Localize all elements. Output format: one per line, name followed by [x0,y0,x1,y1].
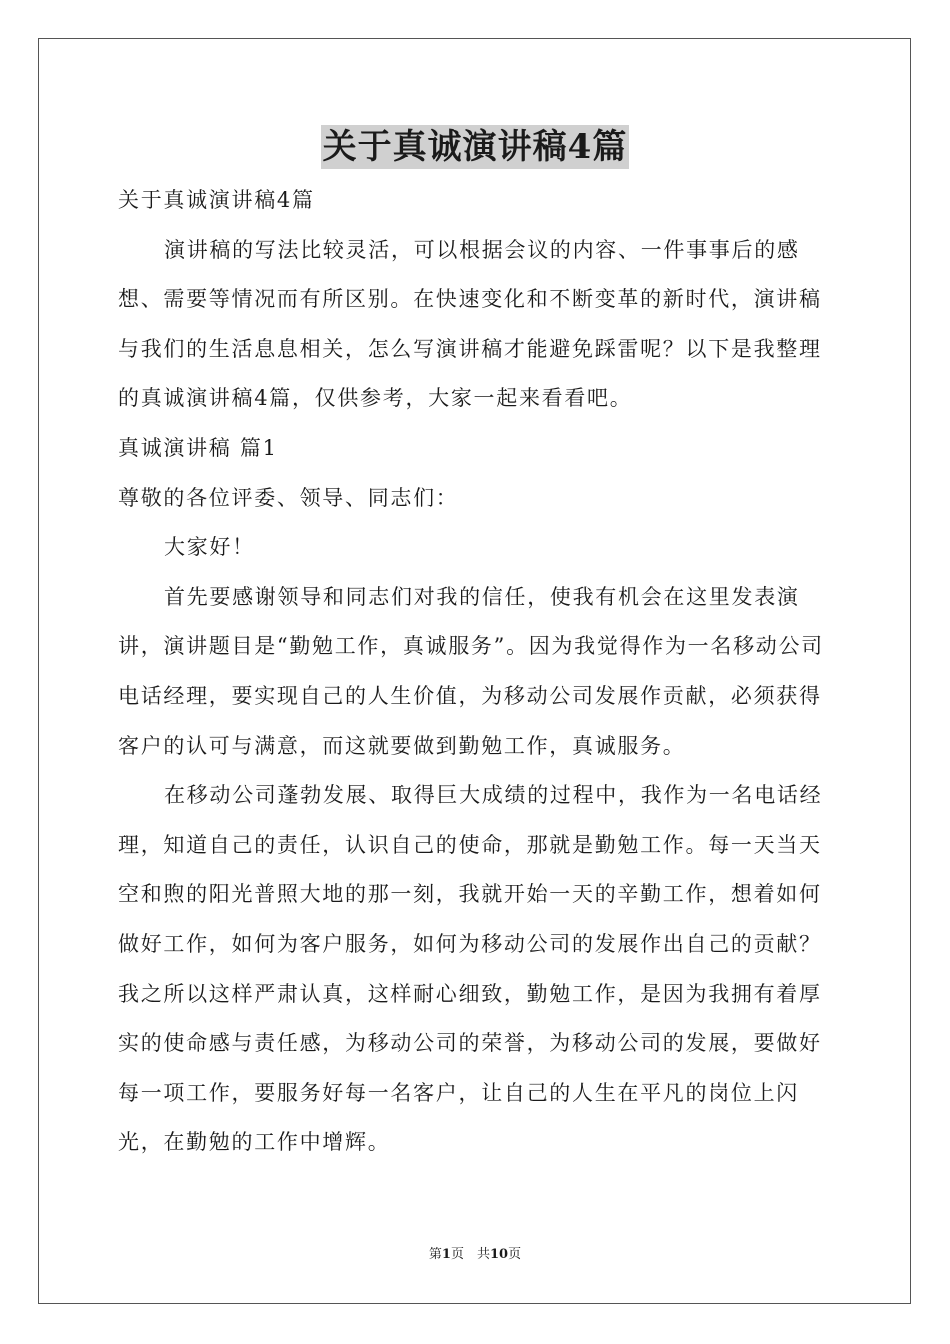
footer-suffix: 页 [508,1247,522,1262]
section-heading: 真诚演讲稿 篇1 [118,435,278,460]
paragraph: 演讲稿的写法比较灵活，可以根据会议的内容、一件事事后的感想、需要等情况而有所区别。在快速变化和不断变革的新时代，演讲稿与我们的生活息息相关，怎么写演讲稿才能避免踩雷呢？以下是我整理的真诚演讲稿4篇，仅供参考，大家一起来看看吧。 [118,237,822,411]
footer-prefix: 第 [428,1247,442,1262]
footer-middle: 页 共 [450,1247,490,1262]
document-title: 关于真诚演讲稿4篇 [322,127,628,167]
page-footer [0,1246,950,1264]
footer-page-number: 1 [441,1247,451,1262]
paragraph: 关于真诚演讲稿4篇 [118,188,315,212]
title-wrap [0,125,950,169]
footer-total-pages: 10 [489,1247,509,1262]
greeting: 大家好！ [164,535,255,560]
paragraph: 首先要感谢领导和同志们对我的信任，使我有机会在这里发表演讲，演讲题目是“勤勉工作，真诚服务”。因为我觉得作为一名移动公司电话经理，要实现自己的人生价值，为移动公司发展作贡献，必须获得客户的认可与满意，而这就要做到勤勉工作，真诚服务。 [118,584,824,758]
document-body [118,176,838,1168]
paragraph: 在移动公司蓬勃发展、取得巨大成绩的过程中，我作为一名电话经理，知道自己的责任，认识自己的使命，那就是勤勉工作。每一天当天空和煦的阳光普照大地的那一刻，我就开始一天的辛勤工作，想着如何做好工作，如何为客户服务，如何为移动公司的发展作出自己的贡献？我之所以这样严肃认真，这样耐心细致，勤勉工作，是因为我拥有着厚实的使命感与责任感，为移动公司的荣誉，为移动公司的发展，要做好每一项工作，要服务好每一名客户，让自己的人生在平凡的岗位上闪光，在勤勉的工作中增辉。 [118,783,823,1155]
salutation: 尊敬的各位评委、领导、同志们： [118,485,459,510]
